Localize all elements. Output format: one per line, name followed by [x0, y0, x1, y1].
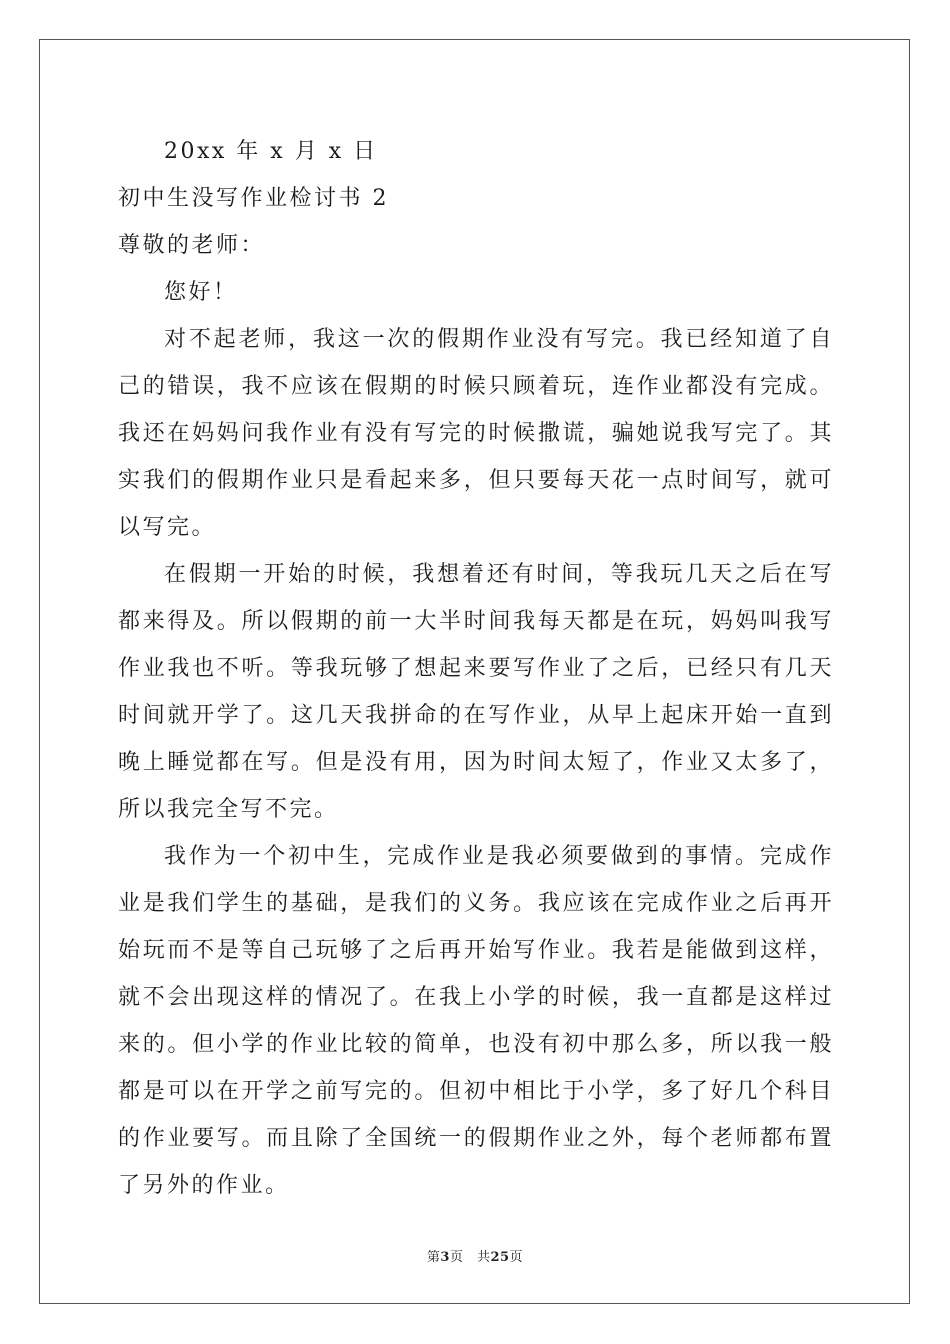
- document-title: 初中生没写作业检讨书 2: [118, 186, 389, 211]
- paragraph-2: 在假期一开始的时候，我想着还有时间，等我玩几天之后在写都来得及。所以假期的前一大半时间我每天都是在玩，妈妈叫我写作业我也不听。等我玩够了想起来要写作业了之后，已经只有几天时间就开学了。这几天我拼命的在写作业，从早上起床开始一直到晚上睡觉都在写。但是没有用，因为时间太短了，作业又太多了，所以我完全写不完。: [118, 562, 834, 822]
- footer-prefix: 第: [426, 1250, 441, 1265]
- paragraph-1: 对不起老师，我这一次的假期作业没有写完。我已经知道了自己的错误，我不应该在假期的时候只顾着玩，连作业都没有完成。我还在妈妈问我作业有没有写完的时候撒谎，骗她说我写完了。其实我们的假期作业只是看起来多，但只要每天花一点时间写，就可以写完。: [118, 327, 834, 540]
- salutation: 尊敬的老师：: [118, 233, 266, 258]
- date-line: 20xx 年 x 月 x 日: [164, 139, 378, 164]
- document-body: [118, 128, 834, 1209]
- greeting: 您好！: [164, 280, 238, 305]
- page-footer: [0, 1246, 950, 1265]
- footer-suffix: 页: [509, 1250, 524, 1265]
- paragraph-3: 我作为一个初中生，完成作业是我必须要做到的事情。完成作业是我们学生的基础，是我们的义务。我应该在完成作业之后再开始玩而不是等自己玩够了之后再开始写作业。我若是能做到这样，就不会出现这样的情况了。在我上小学的时候，我一直都是这样过来的。但小学的作业比较的简单，也没有初中那么多，所以我一般都是可以在开学之前写完的。但初中相比于小学，多了好几个科目的作业要写。而且除了全国统一的假期作业之外，每个老师都布置了另外的作业。: [118, 844, 834, 1198]
- footer-page-number: 3: [440, 1250, 450, 1265]
- footer-mid: 页 共: [449, 1250, 491, 1265]
- footer-total-pages: 25: [490, 1250, 510, 1265]
